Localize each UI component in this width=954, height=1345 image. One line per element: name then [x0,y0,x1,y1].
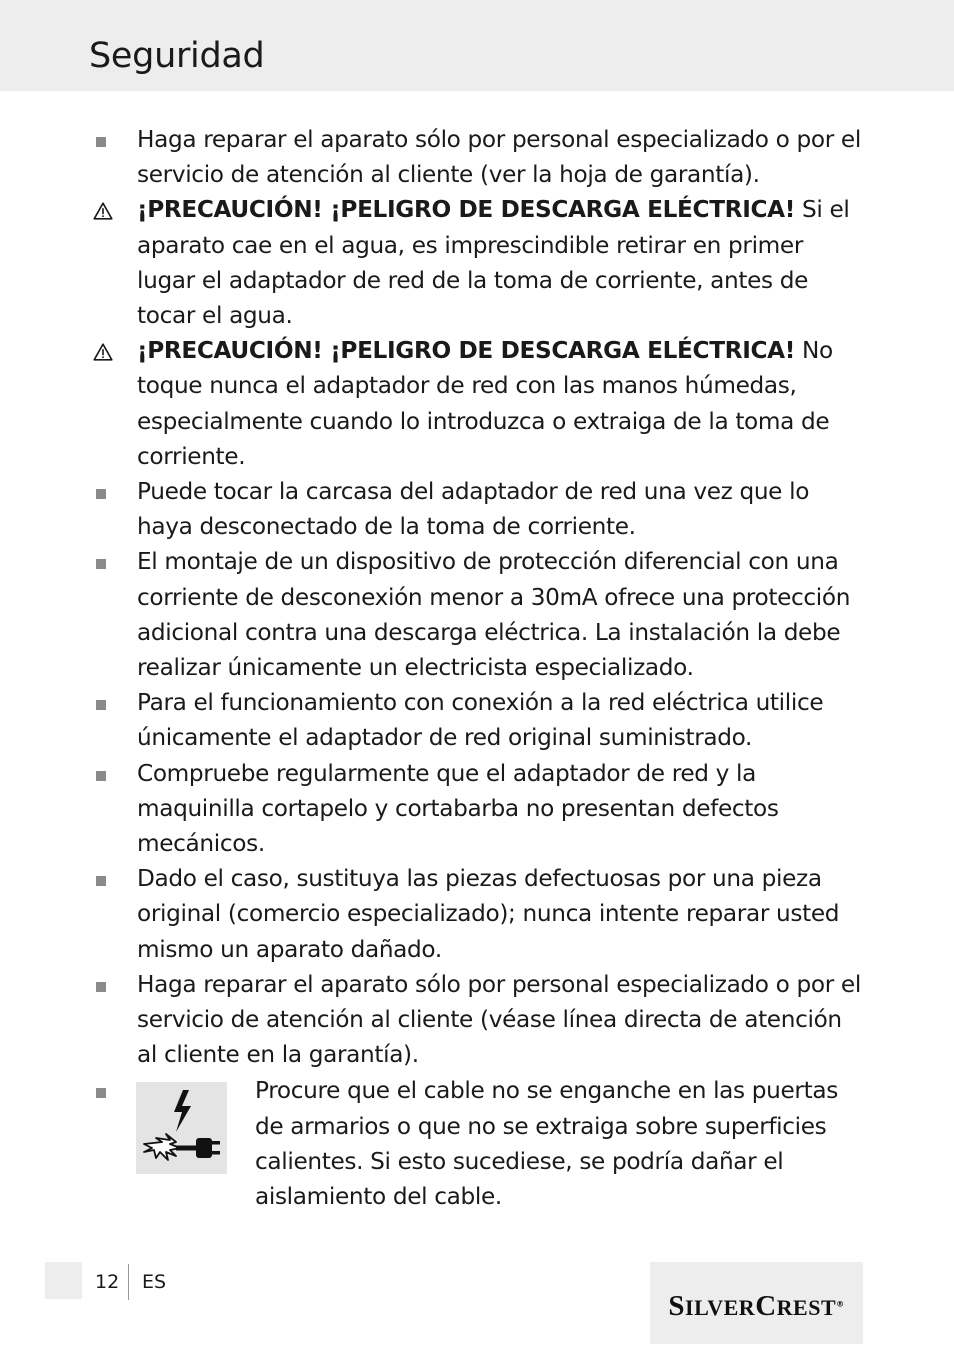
item-text: Si el aparato cae en el agua, es imprescindible retirar en primer lugar el adaptador de red de la toma de corriente, antes de tocar el agua. [137,196,850,330]
list-item [89,122,865,192]
language-code: ES [142,1271,167,1293]
warning-title: ¡PRECAUCIÓN! ¡PELIGRO DE DESCARGA ELÉCTRICA! [137,337,795,365]
silvercrest-logo: SILVERCREST® [668,1290,845,1322]
footer-divider [128,1264,129,1300]
square-bullet-icon [93,122,113,157]
warning-title: ¡PRECAUCIÓN! ¡PELIGRO DE DESCARGA ELÉCTRICA! [137,196,795,224]
list-item [89,685,865,755]
item-text: El montaje de un dispositivo de protección diferencial con una corriente de desconexión menor a 30mA ofrece una protección adicional contra una descarga eléctrica. La instalación la debe realizar únicamente un electricista especializado. [137,548,851,682]
list-item [89,474,865,544]
square-bullet-icon [93,685,113,720]
page-title: Seguridad [89,36,265,76]
logo-box [650,1262,863,1344]
item-text: Haga reparar el aparato sólo por personal especializado o por el servicio de atención al cliente (véase línea directa de atención al cliente en la garantía). [137,970,861,1069]
page-number: 12 [95,1271,120,1293]
list-item [89,1073,865,1214]
square-bullet-icon [93,474,113,509]
item-text: Compruebe regularmente que el adaptador de red y la maquinilla cortapelo y cortabarba no presentan defectos mecánicos. [137,759,779,858]
square-bullet-icon [93,861,113,896]
square-bullet-icon [93,544,113,579]
item-text: Puede tocar la carcasa del adaptador de red una vez que lo haya desconectado de la toma de corriente. [137,478,810,541]
square-bullet-icon [93,967,113,1002]
square-bullet-icon [93,756,113,791]
list-item [89,967,865,1073]
list-item [89,861,865,967]
damaged-cable-icon [136,1082,227,1174]
item-text: Procure que el cable no se enganche en las puertas de armarios o que no se extraiga sobre superficies calientes. Si esto sucediese, se podría dañar el aislamiento del cable. [255,1077,838,1211]
warning-triangle-icon [93,192,113,227]
list-item [89,544,865,685]
warning-triangle-icon [93,333,113,368]
list-item [89,756,865,862]
square-bullet-icon [93,1073,113,1108]
warning-item [89,192,865,333]
footer-box [45,1262,82,1299]
item-text: Dado el caso, sustituya las piezas defectuosas por una pieza original (comercio especializado); nunca intente reparar usted mismo un aparato dañado. [137,865,840,963]
warning-item [89,333,865,474]
item-text: Para el funcionamiento con conexión a la red eléctrica utilice únicamente el adaptador de red original suministrado. [137,689,824,752]
safety-list [89,122,865,1214]
item-text: No toque nunca el adaptador de red con las manos húmedas, especialmente cuando lo introduzca o extraiga de la toma de corriente. [137,337,833,470]
item-text: Haga reparar el aparato sólo por personal especializado o por el servicio de atención al cliente (ver la hoja de garantía). [137,126,861,189]
